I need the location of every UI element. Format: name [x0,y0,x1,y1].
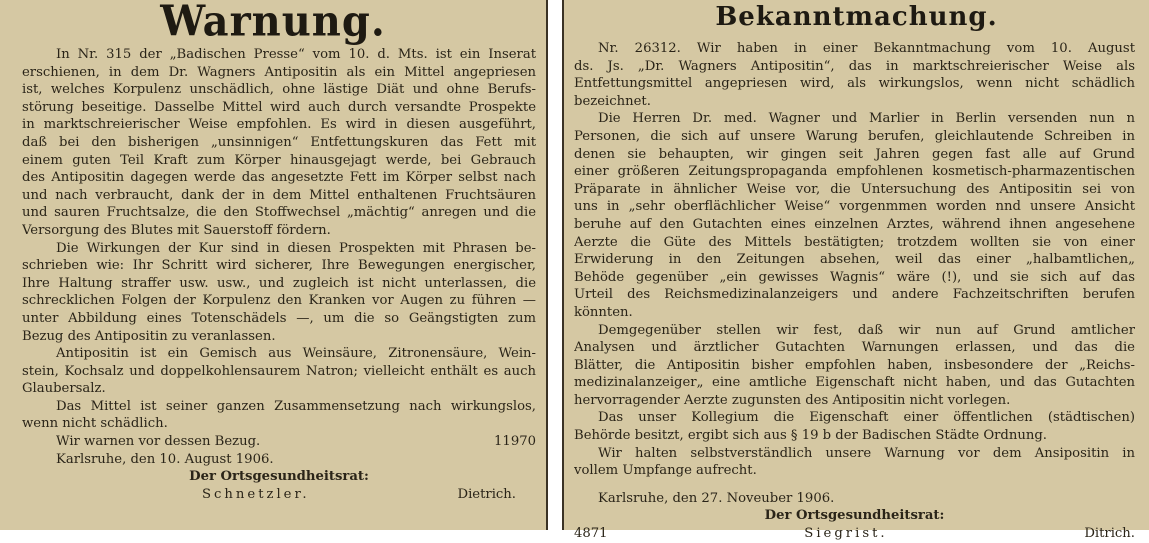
text-line: Erwiderung in den Zeitungen absehen, weil das einer „halbamtlichen„ [574,252,1135,268]
text-line: einem guten Teil Kraft zum Körper hinausgejagt werde, bei Gebrauch [22,152,536,168]
text-line: Behörde besitzt, ergibt sich aus § 19 b der Badischen Städte Ordnung. [574,428,1047,444]
text-line: Personen, die sich auf unsere Warung berufen, gleichlautende Schreiben in [574,128,1135,144]
text-line: vollem Umpfange aufrecht. [574,463,757,479]
text-line: beruhe auf den Gutachten eines einzelnen Arztes, während ihnen angesehene [574,216,1135,232]
text-line: uns in „sehr oberflächlicher Weise“ vorgenmmen worden nnd unsere Ansicht [574,199,1135,215]
text-line: medizinalanzeiger„ eine amtliche Eigenschaft nicht haben, und das Gutachten [574,375,1135,391]
text-line: Demgegenüber stellen wir fest, daß wir nun auf Grund amtlicher [598,322,1135,338]
text-line: Wir halten selbstverständlich unsere Warnung vor dem Ansipositin in [598,445,1135,461]
text-line: In Nr. 315 der „Badischen Presse“ vom 10. d. Mts. ist ein Inserat [56,47,536,62]
text-line: und sauren Fruchtsalze, die den Stoffwechsel „mächtig“ anregen und die [22,205,536,221]
clipping-body [574,40,1135,543]
text-line: Präparate in ähnlicher Weise vor, die Untersuchung des Antipositin sei von [574,181,1135,197]
text-line: stein, Kochsalz und doppelkohlensaurem Natron; vielleicht enthält es auch [22,363,536,379]
text-line: Aerzte die Güte des Mittels bestätigten; trotzdem wollten sie von einer [574,234,1135,250]
text-line: hervorragender Aerzte zugunsten des Antipositin nicht vorlegen. [574,392,1011,408]
spacer [574,480,1135,490]
clipping-title: Warnung. [160,0,386,47]
text-line: ds. Js. „Dr. Wagners Antipositin“, das in marktschreierischer Weise als [574,58,1135,74]
text-line: Versorgung des Blutes mit Sauerstoff fördern. [22,222,331,238]
signature-row [574,525,1135,543]
text-line: Nr. 26312. Wir haben in einer Bekanntmachung vom 10. August [598,41,1135,56]
text-line: Ihre Haltung straffer usw. usw., und zugleich ist nicht unterlassen, die [22,275,536,291]
text-line: Behöde gegenüber „ein gewisses Wagnis“ wäre (!), und sie sich auf das [574,269,1135,285]
text-line: Analysen und ärztlicher Gutachten Warnungen erlassen, und das die [574,340,1135,356]
text-line: Entfettungsmittel angepriesen wird, als wirkungslos, wenn nicht schädlich [574,76,1135,92]
text-line: daß bei den bisherigen „unsinnigen“ Entfettungskuren das Fett mit [22,134,536,150]
text-line: könnten. [574,304,633,320]
text-line: Das unser Kollegium die Eigenschaft einer öffentlichen (städtischen) [598,410,1135,426]
warnung-clipping [0,0,548,530]
text-line: erschienen, in dem Dr. Wagners Antipositin als ein Mittel angepriesen [22,64,536,80]
clipping-body [22,46,536,503]
signature-row [22,486,536,504]
text-line: Glaubersalz. [22,381,106,397]
text-line: Bezug des Antipositin zu veranlassen. [22,328,276,344]
text-line: Antipositin ist ein Gemisch aus Weinsäure, Zitronensäure, Wein- [56,346,536,362]
warning-line: Wir warnen vor dessen Bezug. [56,434,261,450]
date-line: Karlsruhe, den 10. August 1906. [56,451,274,467]
text-line: schrecklichen Folgen der Korpulenz den Kranken vor Augen zu führen — [22,293,536,309]
date-line: Karlsruhe, den 27. Noveuber 1906. [598,490,835,506]
text-line: unter Abbildung eines Totenschädels —, um die so Geängstigten zum [22,310,536,326]
text-line: wenn nicht schädlich. [22,416,168,432]
text-line: in marktschreierischer Weise empfohlen. Es wird in diesen ausgeführt, [22,117,536,133]
text-line: bezeichnet. [574,93,651,109]
text-line: Das Mittel ist seiner ganzen Zusammensetzung nach wirkungslos, [56,398,536,414]
text-line: ist, welches Korpulenz unschädlich, ohne lästige Diät und ohne Berufs- [22,82,536,98]
text-line: störung beseitige. Dasselbe Mittel wird auch durch versandte Prospekte [22,99,536,115]
text-line: des Antipositin dagegen werde das angesetzte Fett im Körper selbst nach [22,170,536,186]
text-line: Die Herren Dr. med. Wagner und Marlier in Berlin versenden nun n [598,111,1135,127]
warning-line-row [22,433,536,451]
signature: Ditrich. [1084,526,1135,542]
ad-number: 4871 [574,526,608,542]
text-line: einer größeren Zeitungspropaganda empfohlenen kosmetisch-pharmazentischen [574,164,1135,180]
clipping-title: Bekanntmachung. [715,2,998,32]
text-line: und nach verbraucht, dank der in dem Mittel enthaltenen Fruchtsäuren [22,187,536,203]
authority-line: Der Ortsgesundheitsrat: [189,469,369,485]
text-line: schrieben wie: Ihr Schritt wird sicherer, Ihre Bewegungen energischer, [22,258,536,274]
text-line: Blätter, die Antipositin bisher empfohlen haben, insbesondere der „Reichs- [574,357,1135,373]
signature: Dietrich. [457,486,516,502]
text-line: Urteil des Reichsmedizinalanzeigers und andere Fachzeitschriften berufen [574,287,1135,303]
text-line: denen sie behaupten, wir gingen seit Jahren gegen fast alle auf Grund [574,146,1135,162]
bekanntmachung-clipping [562,0,1149,542]
signature: Siegrist. [804,526,888,542]
authority-line: Der Ortsgesundheitsrat: [764,508,945,524]
text-line: Die Wirkungen der Kur sind in diesen Prospekten mit Phrasen be- [56,240,536,256]
signature: Schnetzler. [202,486,310,502]
ad-number: 11970 [494,434,536,450]
